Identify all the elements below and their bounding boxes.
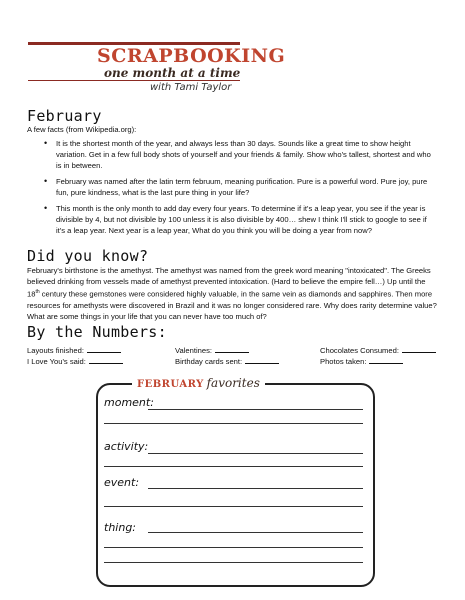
- fill-blank[interactable]: [245, 355, 279, 364]
- fact-item: • February was named after the latin term februum, meaning purification. Pure is a powerful word. Pure joy, pure fun, pure kindness, what is the last pure thing in your life?: [40, 176, 432, 198]
- favorite-label-activity: activity:: [104, 440, 149, 453]
- number-item-valentines: Valentines:: [175, 344, 249, 355]
- ordinal-suffix: th: [35, 289, 40, 295]
- logo-title: SCRAPBOOKING: [97, 45, 286, 67]
- write-line[interactable]: [104, 423, 363, 424]
- favorite-label-event: event:: [104, 476, 140, 489]
- fact-item: • It is the shortest month of the year, and always less than 30 days. Sounds like a great time to show height variation. Get in a few full body shots of yourself and your friends & family. Show who's tallest, shortest and who is in between.: [40, 138, 432, 171]
- favorites-title: [132, 376, 265, 390]
- write-line[interactable]: [104, 562, 363, 563]
- write-line[interactable]: [104, 506, 363, 507]
- number-item-photos: Photos taken:: [320, 355, 403, 366]
- facts-intro: A few facts (from Wikipedia.org):: [27, 125, 137, 134]
- number-item-layouts: Layouts finished:: [27, 344, 121, 355]
- fill-blank[interactable]: [215, 344, 249, 353]
- write-line[interactable]: [104, 466, 363, 467]
- write-line[interactable]: [148, 453, 363, 454]
- fill-blank[interactable]: [402, 344, 436, 353]
- paragraph-text: century these gemstones were considered highly valuable, in the same vein as diamonds and sapphires. Then more resources for amethysts were discovered in Brazil and it was no longer considered rare. Why does rarity determine value? What are some things in your life that you can never have too much of?: [27, 289, 437, 321]
- favorite-label-thing: thing:: [104, 521, 137, 534]
- fill-blank[interactable]: [369, 355, 403, 364]
- number-item-birthday-cards: Birthday cards sent:: [175, 355, 279, 366]
- write-line[interactable]: [148, 532, 363, 533]
- did-you-know-paragraph: [27, 265, 437, 322]
- paragraph-text: February's birthstone is the amethyst. The amethyst was named from the greek word meaning "intoxicated". The Greeks believed drinking from vessels made of amethyst prevented intoxication. (Hard to believe the empire fell…) Up until the 18: [27, 266, 431, 299]
- logo-byline: with Tami Taylor: [150, 82, 232, 93]
- fill-blank[interactable]: [87, 344, 121, 353]
- write-line[interactable]: [104, 547, 363, 548]
- section-title-by-the-numbers: By the Numbers:: [27, 323, 167, 341]
- section-title-february: February: [27, 107, 102, 125]
- fact-item: • This month is the only month to add day every four years. To determine if it's a leap year, you see if the year is divisible by 4, but not divisible by 100 unless it is also divisible by 400… shew I think I'll stick to google to see if it's a leap year. Next year is a leap year, What do you think you will be doing a year from now?: [40, 203, 432, 236]
- number-item-chocolates: Chocolates Consumed:: [320, 344, 436, 355]
- write-line[interactable]: [148, 488, 363, 489]
- favorite-label-moment: moment:: [104, 396, 154, 409]
- facts-list: [40, 138, 432, 241]
- favorites-title-month: FEBRUARY: [137, 379, 204, 390]
- section-title-did-you-know: Did you know?: [27, 247, 149, 265]
- write-line[interactable]: [148, 409, 363, 410]
- header-rule-bottom: [28, 80, 240, 81]
- fill-blank[interactable]: [89, 355, 123, 364]
- number-item-i-love-yous: I Love You's said:: [27, 355, 123, 366]
- favorites-title-word: favorites: [206, 376, 260, 390]
- logo-subtitle: one month at a time: [104, 66, 241, 80]
